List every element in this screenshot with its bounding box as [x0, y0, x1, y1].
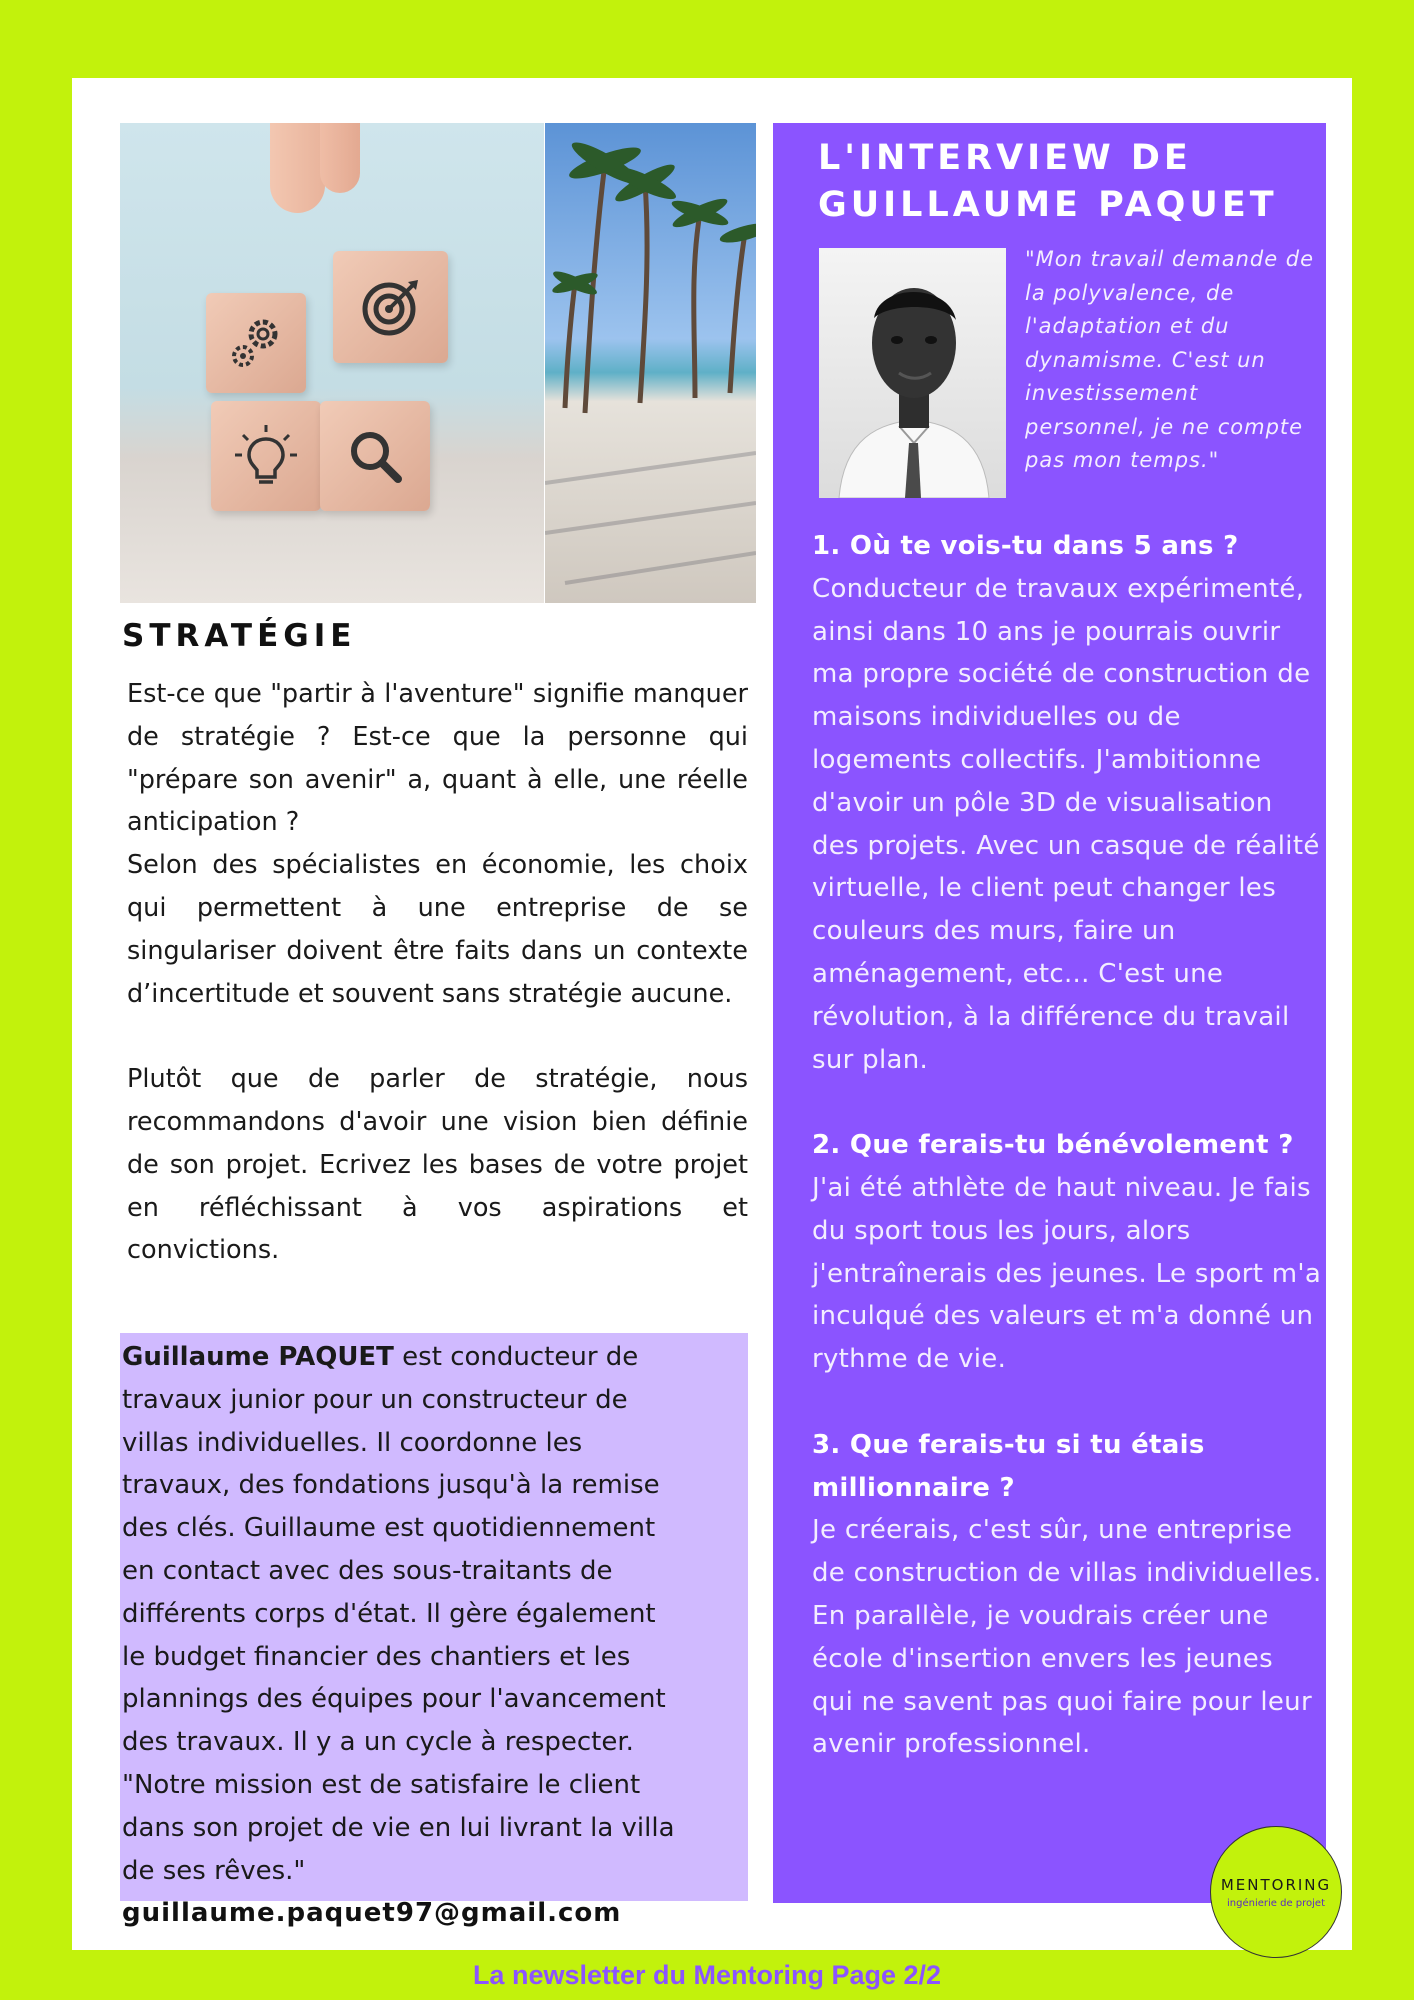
interview-title: L'INTERVIEW DE GUILLAUME PAQUET [818, 138, 1278, 225]
strategy-paragraph: Plutôt que de parler de stratégie, nous recommandons d'avoir une vision bien définie de son projet. Ecrivez les bases de votre projet en réfléchissant à vos aspirations et convictions. [127, 1064, 748, 1266]
logo-tagline: ingénierie de projet [1227, 1897, 1325, 1909]
contact-email[interactable]: guillaume.paquet97@gmail.com [122, 1898, 622, 1928]
lightbulb-cube [211, 401, 321, 511]
interview-question: 2. Que ferais-tu bénévolement ? [812, 1130, 1294, 1161]
target-icon [356, 272, 426, 342]
interview-answer: Conducteur de travaux expérimenté, ainsi dans 10 ans je pourrais ouvrir ma propre société de construction de maisons individuelles ou de logements collectifs. J'ambitionne d'avoir un pôle 3D de visualisation des projets. Avec un casque de réalité virtuelle, le client peut changer les couleurs des murs, faire un aménagement, etc... C'est une révolution, à la différence du travail sur plan. [812, 573, 1320, 1075]
interview-question: 3. Que ferais-tu si tu étais millionnaire ? [812, 1429, 1205, 1503]
interview-qa [812, 525, 1322, 1766]
magnifier-cube [320, 401, 430, 511]
interview-answer: J'ai été athlète de haut niveau. Je fais du sport tous les jours, alors j'entraînerais des jeunes. Le sport m'a inculqué des valeurs et m'a donné un rythme de vie. [812, 1172, 1322, 1375]
hand-finger [270, 123, 325, 213]
strategy-paragraph: Est-ce que "partir à l'aventure" signifie manquer de stratégie ? Est-ce que la personne qui "prépare son avenir" a, quant à elle, une réelle anticipation ? [127, 679, 748, 838]
newsletter-footer: La newsletter du Mentoring Page 2/2 [472, 1960, 942, 1990]
interview-answer: Je créerais, c'est sûr, une entreprise de construction de villas individuelles. En parallèle, je voudrais créer une école d'insertion envers les jeunes qui ne savent pas quoi faire pour leur avenir professionnel. [812, 1515, 1322, 1760]
beach-palm-photo [545, 123, 756, 603]
palm-trees-illustration [545, 123, 756, 603]
strategy-title: STRATÉGIE [122, 618, 357, 654]
strategy-paragraph: Selon des spécialistes en économie, les choix qui permettent à une entreprise de se singulariser doivent être faits dans un contexte d’incertitude et souvent sans stratégie aucune. [127, 850, 748, 1009]
bio-text [122, 1336, 748, 1892]
interview-panel [773, 123, 1326, 1903]
interview-quote: "Mon travail demande de la polyvalence, de l'adaptation et du dynamisme. C'est un investissement personnel, je ne compte pas mon temps." [1025, 247, 1315, 472]
logo-name: MENTORING [1220, 1875, 1332, 1894]
magnifier-icon [340, 421, 410, 491]
strategy-cubes-photo [120, 123, 544, 603]
person-portrait-illustration [819, 248, 1006, 498]
bio-name: Guillaume PAQUET [122, 1342, 394, 1372]
mentoring-logo [1210, 1826, 1342, 1958]
strategy-text [127, 673, 748, 1272]
lightbulb-icon [231, 421, 301, 491]
gears-cube [206, 293, 306, 393]
gears-icon [221, 308, 291, 378]
portrait-photo [819, 248, 1006, 498]
newsletter-page [72, 78, 1352, 1950]
target-cube [333, 251, 448, 363]
bio-description: est conducteur de travaux junior pour un constructeur de villas individuelles. Il coordonne les travaux, des fondations jusqu'à la remise des clés. Guillaume est quotidiennement en contact avec des sous-traitants de différents corps d'état. Il gère également le budget financier des chantiers et les plannings des équipes pour l'avancement des travaux. Il y a un cycle à respecter. "Notre mission est de satisfaire le client dans son projet de vie en lui livrant la villa de ses rêves." [122, 1342, 675, 1886]
hand-finger [320, 123, 360, 193]
interview-question: 1. Où te vois-tu dans 5 ans ? [812, 531, 1239, 561]
